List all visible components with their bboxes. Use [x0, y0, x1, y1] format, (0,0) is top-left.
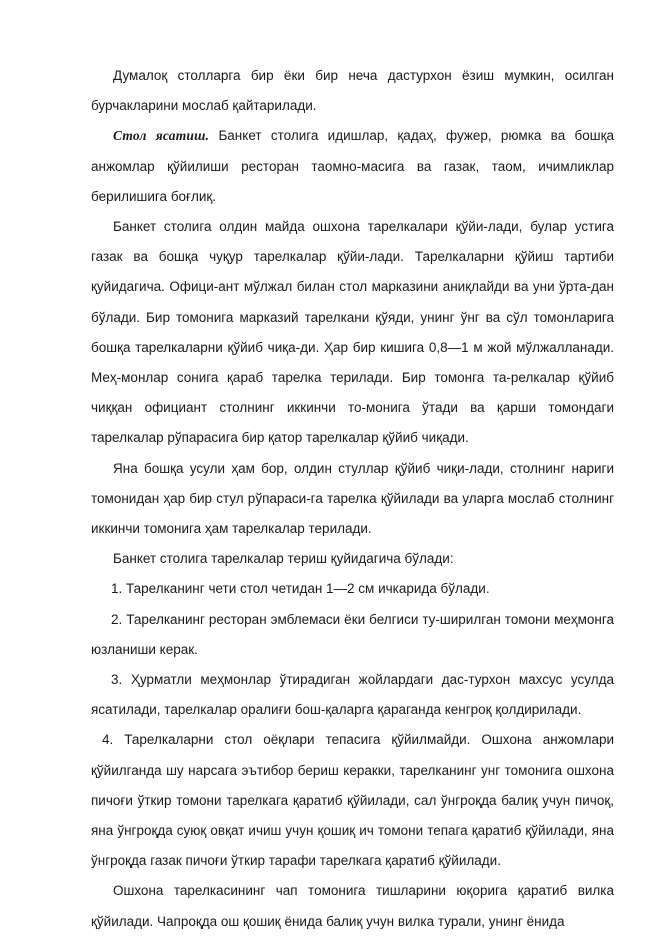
paragraph-fork-placement: Ошхона тарелкасининг чап томонига тишларини юқорига қаратиб вилка қўйилади. Чапроқда ош қошиқ ёнида балиқ учун вилка турали, унинг ёнида — [91, 883, 614, 929]
paragraph-alternative-method: Яна бошқа усули ҳам бор, олдин стуллар қўйиб чиқи-лади, столнинг нариги томонидан ҳар бир стул рўпараси-га тарелка қўйилади ва уларга мослаб столнинг иккинчи томонига ҳам тарелкалар терилади. — [91, 460, 614, 537]
list-item-3: 3. Ҳурматли меҳмонлар ўтирадиган жойлардаги дас-турхон махсус усулда ясатилади, тарелкалар оралиғи бош-қаларга қараганда кенгроқ қолдирилади. — [91, 672, 614, 718]
paragraph-round-tables: Думалоқ столларга бир ёки бир неча дастурхон ёзиш мумкин, осилган бурчакларини мослаб қайтарилади. — [91, 68, 614, 114]
document-body — [91, 61, 614, 937]
list-item-2: 2. Тарелканинг ресторан эмблемаси ёки белгиси ту-ширилган томони меҳмонга юзланиши керак. — [91, 611, 614, 657]
list-item-1: 1. Тарелканинг чети стол четидан 1—2 см ичкарида бўлади. — [111, 581, 490, 597]
term-table-setting: Стол ясатиш. — [113, 128, 210, 144]
list-item-4: 4. Тарелкаларни стол оёқлари тепасига қўйилмайди. Ошхона анжомлари қўйилганда шу нарсага эътибор бериш керакки, тарелканинг унг томонига ошхона пичоғи ўткир томони тарелкага қаратиб қўйилади, сал ўнгроқда балиқ учун пичоқ, яна ўнгроқда суюқ овқат ичиш учун қошиқ ич томони тепага қаратиб қўйилади, яна ўнгроқда газак пичоғи ўткир тарафи тарелкага қаратиб қўйилади. — [91, 732, 614, 869]
paragraph-table-setting — [91, 121, 614, 212]
paragraph-rules-intro: Банкет столига тарелкалар териш қуйидагича бўлади: — [113, 551, 454, 567]
paragraph-table-setting-text: Банкет столига идишлар, қадаҳ, фужер, рюмка ва бошқа анжомлар қўйилиши ресторан таомно-масига ва газак, таом, ичимликлар берилишига боғлиқ. — [91, 128, 614, 204]
paragraph-plate-placement: Банкет столига олдин майда ошхона тарелкалари қўйи-лади, булар устига газак ва бошқа чуқур тарелкалар қўйи-лади. Тарелкаларни қўйиш тартиби қуйидагича. Офици-ант мўлжал билан стол марказини аниқлайди ва уни ўрта-дан бўлади. Бир томонига марказий тарелкани қўяди, унинг ўнг ва сўл томонларига бошқа тарелкаларни қўйиб чиқа-ди. Ҳар бир кишига 0,8—1 м жой мўлжалланади. Меҳ-монлар сонига қараб тарелка терилади. Бир томонга та-релкалар қўйиб чиққан официант столнинг иккинчи то-монига ўтади ва қарши томондаги тарелкалар рўпарасига бир қатор тарелкалар қўйиб чиқади. — [91, 219, 614, 446]
